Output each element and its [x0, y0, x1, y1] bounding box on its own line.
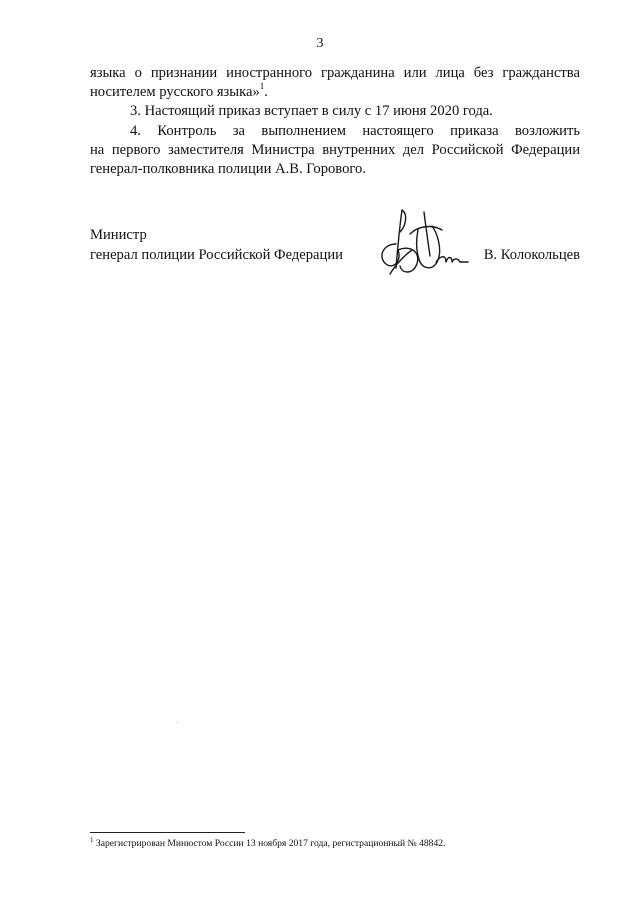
paragraph-line: языка о признании иностранного гражданина или лица без гражданства — [90, 65, 580, 81]
paragraph-text: носителем русского языка» — [90, 84, 260, 101]
footnote-text: Зарегистрирован Минюстом России 13 ноября 2017 года, регистрационный № 48842. — [95, 838, 446, 849]
paragraph-effective-date: 3. Настоящий приказ вступает в силу с 17 июня 2020 года. — [130, 103, 493, 120]
footnote-reference: 1 — [259, 81, 265, 92]
signatory-title — [90, 226, 343, 265]
page-number: 3 — [316, 36, 324, 51]
signatory-title-line: Министр — [90, 227, 147, 243]
handwritten-signature — [372, 204, 482, 282]
order-text — [90, 64, 580, 179]
footnote-separator — [90, 832, 245, 833]
scan-speck — [177, 722, 178, 723]
paragraph-control-line: 4. Контроль за выполнением настоящего приказа возложить — [130, 122, 580, 139]
signatory-name: В. Колокольцев — [483, 246, 580, 263]
paragraph-control-rest: на первого заместителя Министра внутренних дел Российской Федерации генерал-полковника полиции А.В. Горового. — [90, 141, 580, 178]
footnote-marker: 1 — [90, 835, 94, 844]
paragraph-punctuation: . — [264, 84, 268, 101]
paragraph-line — [90, 83, 580, 102]
footnote — [90, 835, 580, 850]
signatory-title-line: генерал полиции Российской Федерации — [90, 246, 343, 263]
